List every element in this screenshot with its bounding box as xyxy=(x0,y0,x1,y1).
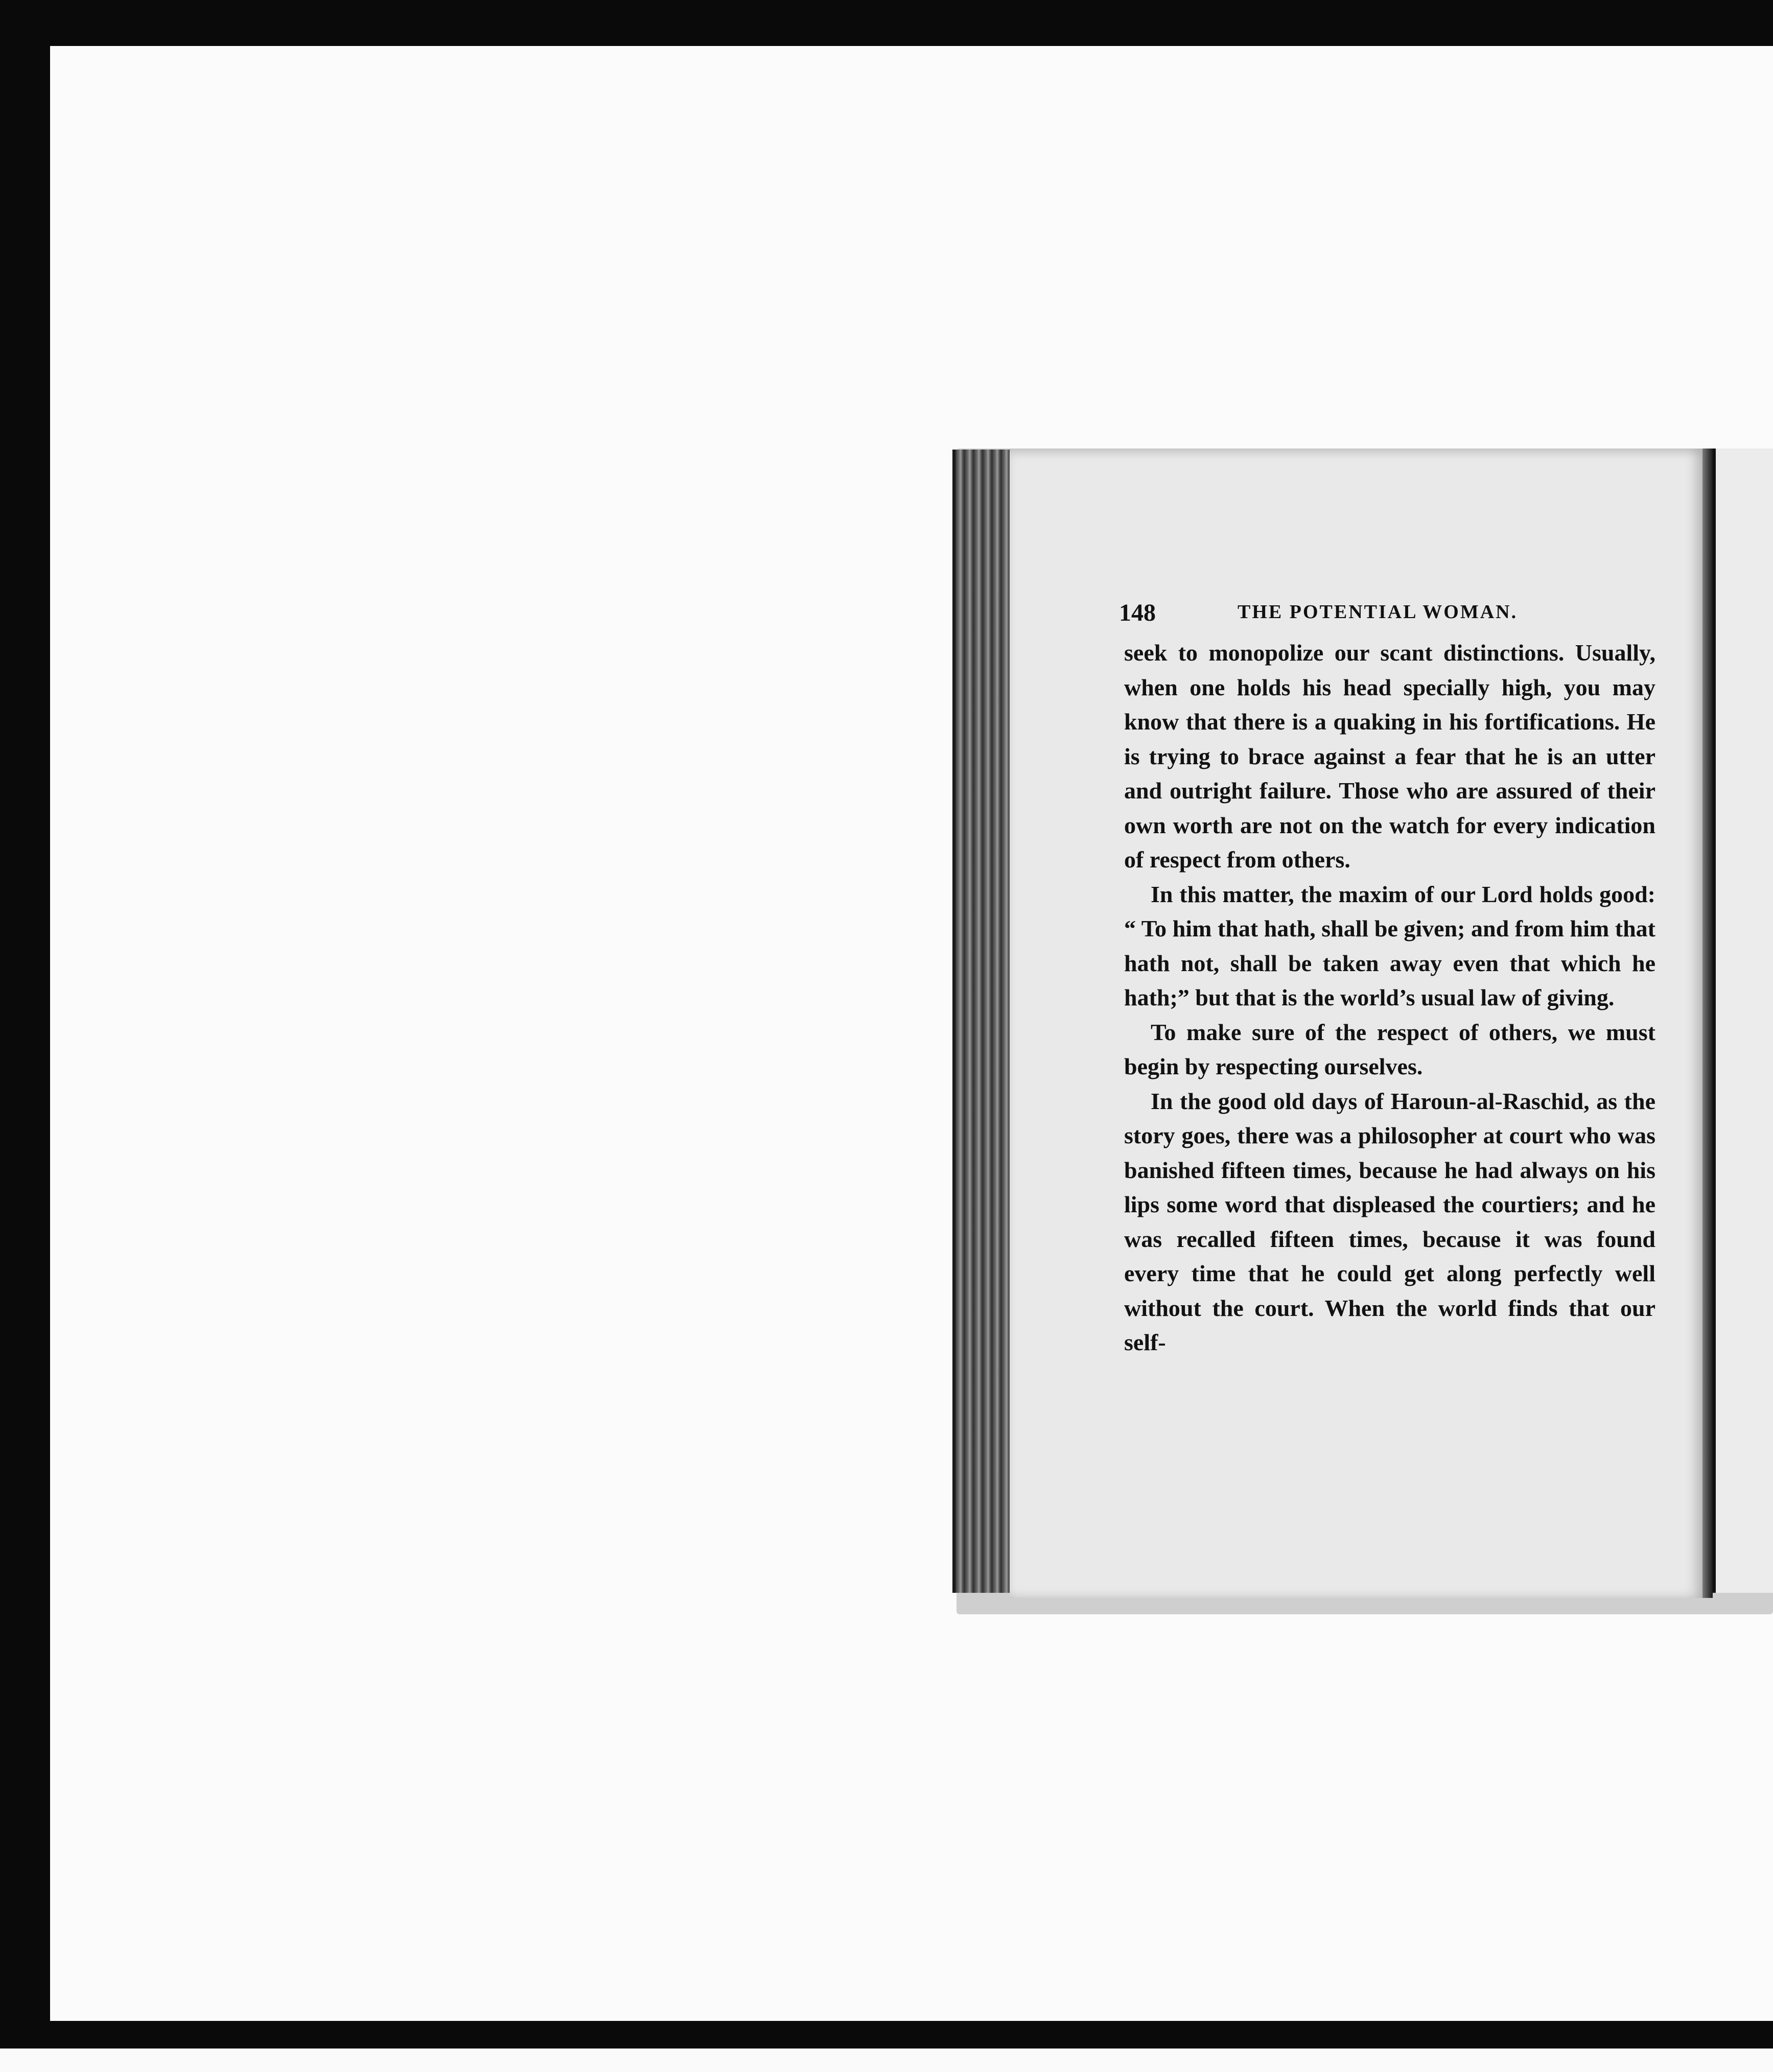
paragraph-2: In this matter, the maxim of our Lord holds good: “ To him that hath, shall be given; and from him that hath not, shall be taken away even that which he hath;” but that is the world’s usual law of giving. xyxy=(1124,881,1655,1010)
paragraph-3: To make sure of the respect of others, we must begin by respecting ourselves. xyxy=(1124,1019,1655,1079)
running-head: THE POTENTIAL WOMAN. xyxy=(1238,601,1518,623)
book-gutter xyxy=(1702,449,1713,1598)
page-header xyxy=(1119,599,1661,634)
page-number: 148 xyxy=(1119,599,1156,626)
film-bottom-strip xyxy=(0,2049,1773,2072)
paragraph-1: seek to monopolize our scant distinctions. Usually, when one holds his head specially high, you may know that there is a quaking in his fortifications. He is trying to brace against a fear that he is an utter and outright failure. Those who are assured of their own worth are not on the watch for every indication of respect from others. xyxy=(1124,640,1655,873)
page-edges xyxy=(952,450,1013,1593)
paragraph-4: In the good old days of Haroun-al-Raschid, as the story goes, there was a philosopher at court who was banished fifteen times, because he had always on his lips some word that displeased the courtiers; and he was recalled fifteen times, because it was found every time that he could get along perfectly well without the court. When the world finds that our self- xyxy=(1124,1088,1655,1355)
facing-page-edge xyxy=(1713,449,1773,1593)
page-body-text xyxy=(1124,635,1655,1360)
